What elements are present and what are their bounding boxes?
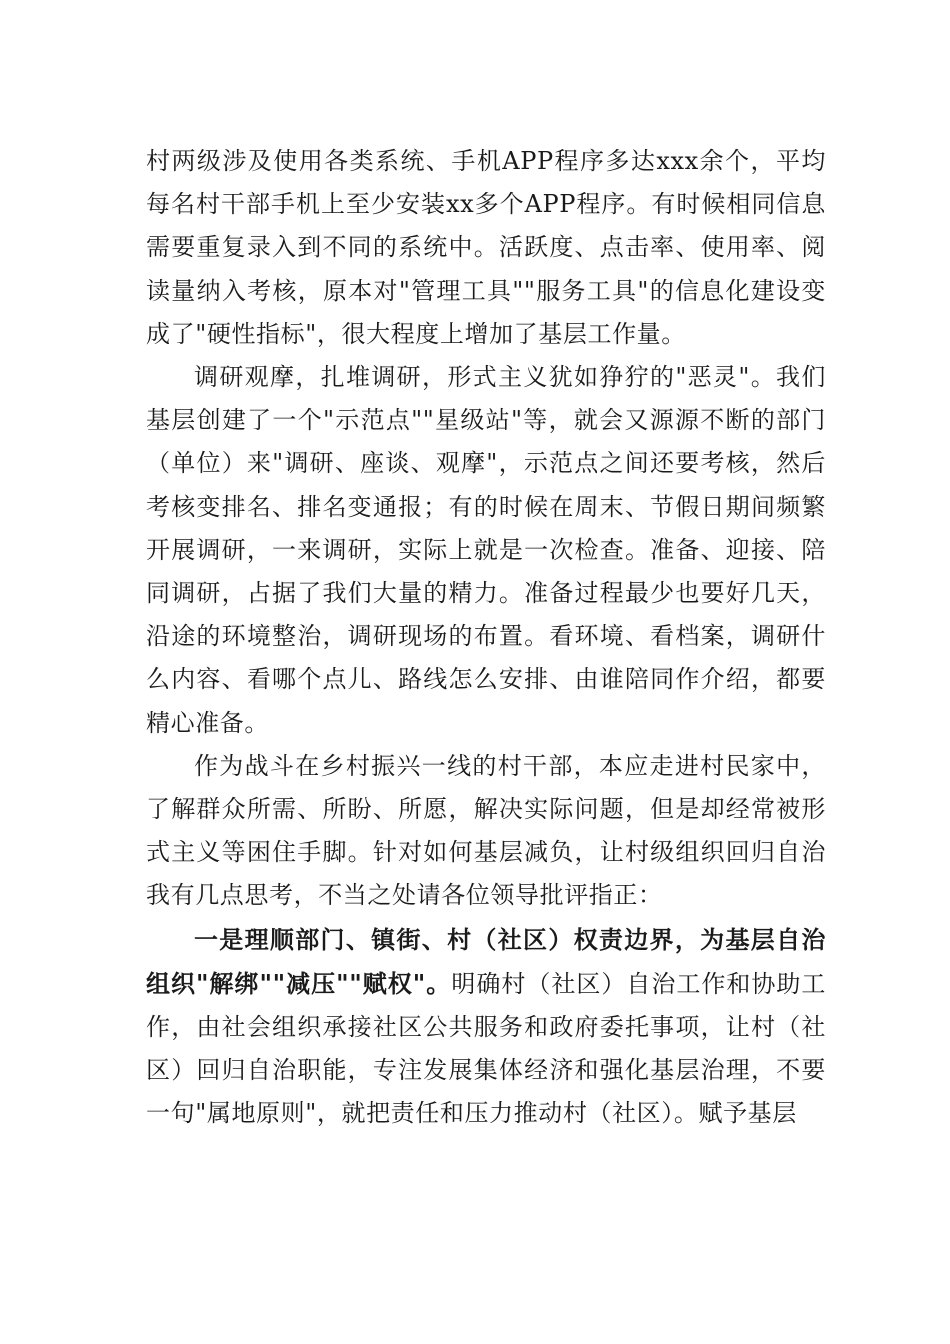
first-point-heading: 一是理顺部门、镇街、村（社区）权责边界，为基层自治组织"解绑""减压""赋权"。 <box>146 924 826 998</box>
first-point-body: 明确村（社区）自治工作和协助工作，由社会组织承接社区公共服务和政府委托事项，让村（社区）回归自治职能，专注发展集体经济和强化基层治理，不要一句"属地原则"，就把责任和压力推动村（社区）。赋予基层 <box>146 969 826 1128</box>
paragraph-village-cadre-thoughts: 作为战斗在乡村振兴一线的村干部，本应走进村民家中，了解群众所需、所盼、所愿，解决实际问题，但是却经常被形式主义等困住手脚。针对如何基层减负，让村级组织回归自治我有几点思考，不当之处请各位领导批评指正： <box>146 751 826 910</box>
paragraph-first-point <box>146 918 826 1136</box>
paragraph-research-observation: 调研观摩，扎堆调研，形式主义犹如狰狞的"恶灵"。我们基层创建了一个"示范点""星级站"等，就会又源源不断的部门（单位）来"调研、座谈、观摩"，示范点之间还要考核，然后考核变排名、排名变通报；有的时候在周末、节假日期间频繁开展调研，一来调研，实际上就是一次检查。准备、迎接、陪同调研，占据了我们大量的精力。准备过程最少也要好几天，沿途的环境整治，调研现场的布置。看环境、看档案，调研什么内容、看哪个点儿、路线怎么安排、由谁陪同作介绍，都要精心准备。 <box>146 363 826 737</box>
paragraph-continuation: 村两级涉及使用各类系统、手机APP程序多达xxx余个，平均每名村干部手机上至少安装xx多个APP程序。有时候相同信息需要重复录入到不同的系统中。活跃度、点击率、使用率、阅读量纳入考核，原本对"管理工具""服务工具"的信息化建设变成了"硬性指标"，很大程度上增加了基层工作量。 <box>146 147 826 348</box>
document-body <box>146 140 826 1136</box>
